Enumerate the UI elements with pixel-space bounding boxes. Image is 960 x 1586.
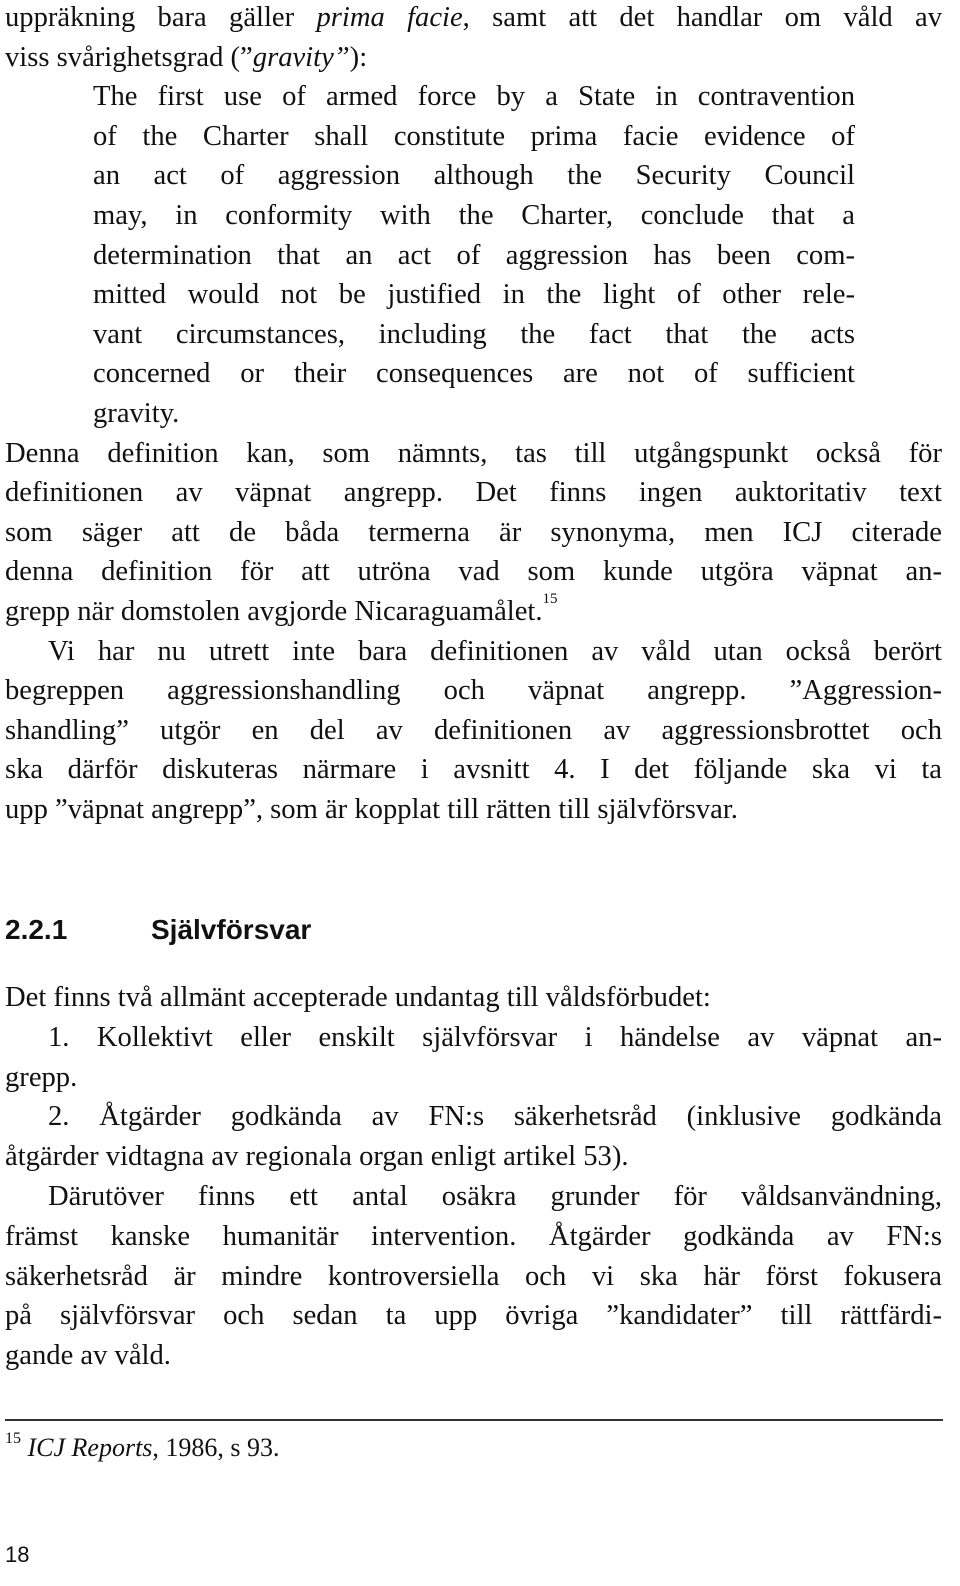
text-line [5,1257,942,1297]
text-line [5,513,942,553]
text: shandling” utgör en del av definitionen av aggressionsbrottet och [5,714,942,746]
text-line [48,1018,942,1058]
text-line [5,552,942,592]
text: åtgärder vidtagna av regionala organ enligt artikel 53). [5,1141,629,1173]
text: grepp. [5,1061,78,1093]
text-line [93,354,855,394]
text-line [5,592,942,632]
text-line [5,0,942,38]
footnote-citation: , 1986, s 93. [152,1433,280,1462]
text-line [48,1177,942,1217]
text: begreppen aggressionshandling och väpnat angrepp. ”Aggression- [5,675,942,707]
text: ska därför diskuteras närmare i avsnitt 4. I det följande ska vi ta [5,754,942,786]
text: 2. Åtgärder godkända av FN:s säkerhetsråd (inklusive godkända [48,1101,942,1133]
text: an act of aggression although the Security Council [93,160,855,192]
text: ): [349,41,368,73]
text: denna definition för att utröna vad som kunde utgöra väpnat an- [5,556,942,588]
text: gravity. [93,398,180,429]
text: Därutöver finns ett antal osäkra grunder för våldsanvändning, [48,1181,942,1212]
text: gande av våld. [5,1340,171,1372]
text: determination that an act of aggression has been com- [93,239,855,271]
text: upp ”väpnat angrepp”, som är kopplat till rätten till självförsvar. [5,794,738,825]
text-line [48,632,942,672]
text-line [93,156,855,196]
text-line [93,196,855,236]
text: grepp när domstolen avgjorde Nicaraguamålet. [5,596,543,627]
text: concerned or their consequences are not of sufficient [93,358,855,390]
text: vant circumstances, including the fact that the acts [93,318,855,350]
text-line [5,790,942,830]
text: mitted would not be justified in the light of other rele- [93,279,855,311]
section-title: Självförsvar [151,914,312,945]
text: säkerhetsråd är mindre kontroversiella och vi ska här först fokusera [5,1260,942,1292]
text-line [93,275,855,315]
text: 1. Kollektivt eller enskilt självförsvar i händelse av väpnat an- [48,1021,942,1053]
footnote-number: 15 [5,1430,21,1447]
footnote [5,1432,280,1464]
text-line [93,236,855,276]
text: Det finns två allmänt accepterade undantag till våldsförbudet: [5,982,711,1013]
text: viss svårighetsgrad (” [5,41,253,73]
text-line [5,434,942,474]
text-line [5,1296,942,1336]
footnote-divider [5,1419,943,1421]
footnote-ref: 15 [542,591,558,607]
text: på självförsvar och sedan ta upp övriga ”kandidater” till rättfärdi- [5,1300,942,1332]
text: främst kanske humanitär intervention. Åtgärder godkända av FN:s [5,1220,942,1252]
text: som säger att de båda termerna är synonyma, men ICJ citerade [5,516,942,548]
text-line [93,315,855,355]
text-line [5,1058,942,1098]
text-line [5,1137,942,1177]
text-line [93,117,855,157]
text: The first use of armed force by a State in contravention [93,81,855,113]
text-line [5,978,942,1018]
text: of the Charter shall constitute prima facie evidence of [93,120,855,152]
text-line [93,77,855,117]
italic-text: gravity” [252,41,350,73]
text-line [5,473,942,513]
section-number: 2.2.1 [5,914,68,945]
text: , samt att det handlar om våld av [462,2,942,33]
text-line [5,750,942,790]
text-line [5,38,942,78]
text: Vi har nu utrett inte bara definitionen av våld utan också berört [48,635,942,667]
text-line [5,711,942,751]
footnote-source-title: ICJ Reports [27,1433,153,1462]
text: may, in conformity with the Charter, conclude that a [93,200,855,231]
italic-text: prima facie [316,2,463,33]
page-number: 18 [5,1542,30,1567]
text-line [5,671,942,711]
text: Denna definition kan, som nämnts, tas till utgångspunkt också för [5,437,942,469]
text-line [5,1336,942,1376]
text-line [93,394,855,434]
text-line [5,1217,942,1257]
text: uppräkning bara gäller [5,2,317,33]
text-line [48,1097,942,1137]
text: definitionen av väpnat angrepp. Det finns ingen auktoritativ text [5,477,942,509]
